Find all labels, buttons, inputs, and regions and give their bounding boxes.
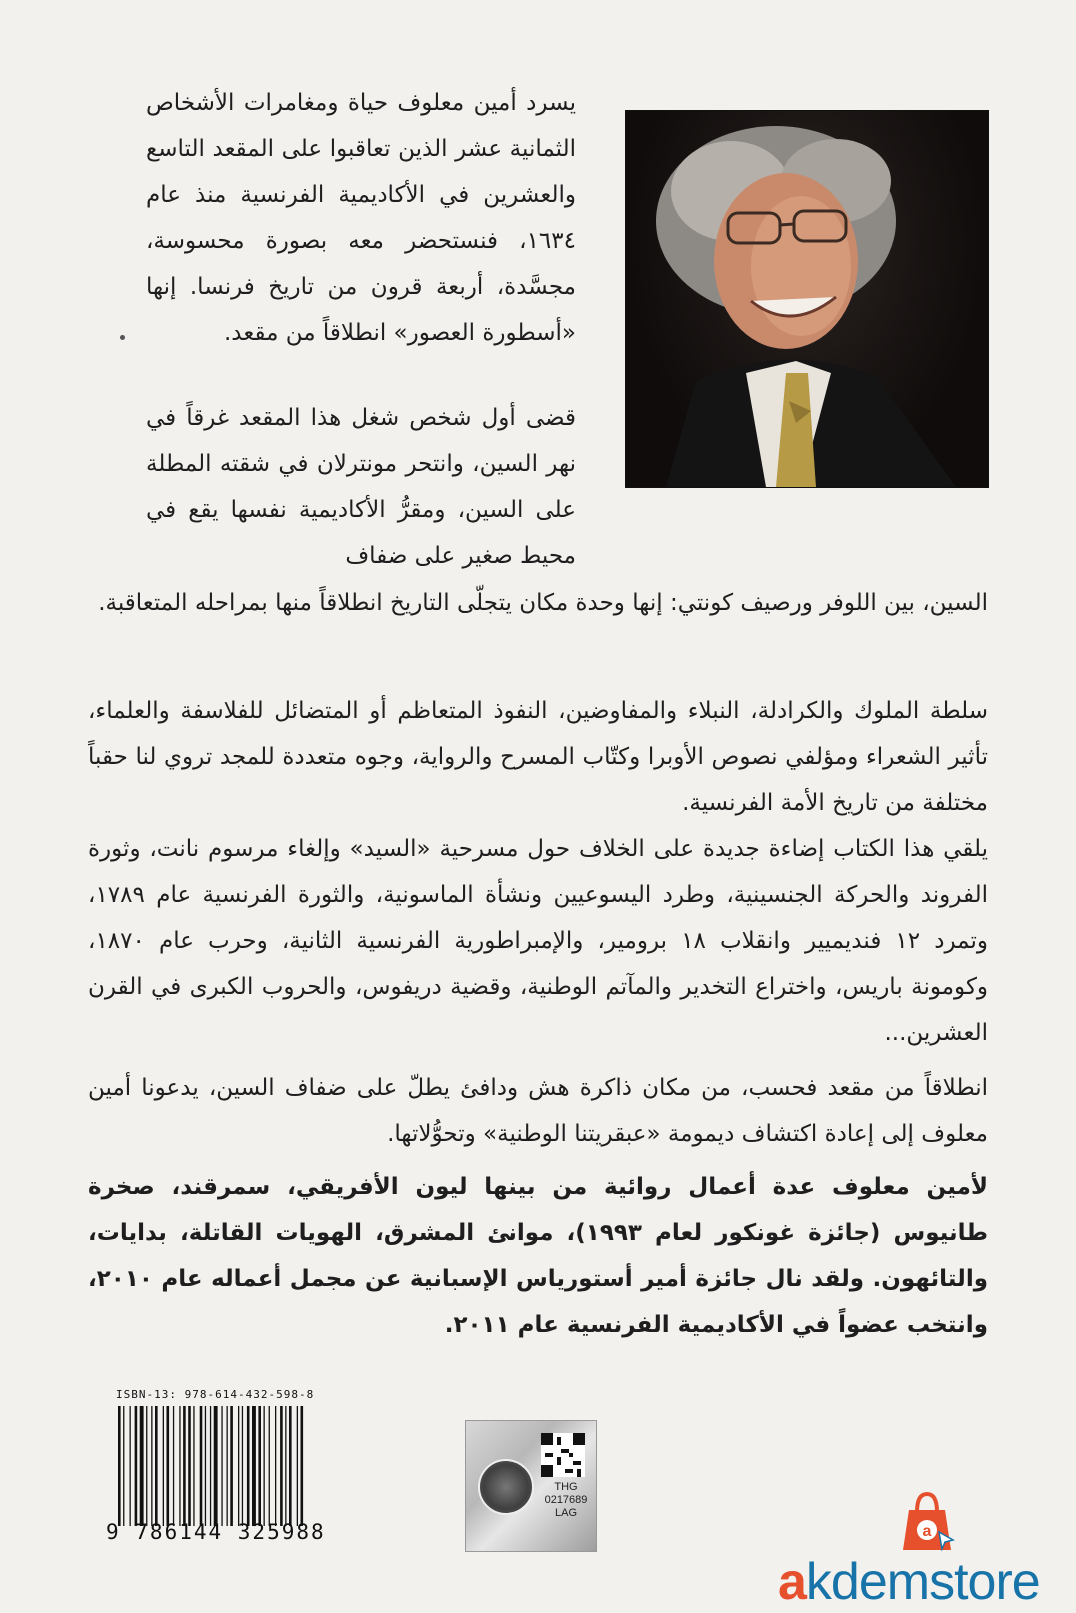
sticker-line-3: LAG xyxy=(554,1507,577,1519)
sticker-code xyxy=(538,1481,594,1520)
barcode-bars xyxy=(116,1406,360,1526)
isbn-label: ISBN-13: 978-614-432-598-8 xyxy=(116,1388,315,1401)
paragraph-2-wide: السين، بين اللوفر ورصيف كونتي: إنها وحدة مكان يتجلّى التاريخ انطلاقاً منها بمراحله المتعاقبة. xyxy=(98,590,988,616)
author-photo xyxy=(625,110,989,488)
paragraph-4: يلقي هذا الكتاب إضاءة جديدة على الخلاف حول مسرحية «السيد» وإلغاء مرسوم نانت، وثورة الفروند والحركة الجنسينية، وطرد اليسوعيين ونشأة الماسونية، والثورة الفرنسية عام ١٧٨٩، وتمرد ١٢ فنديميير وانقلاب ١٨ برومير، والإمبراطورية الفرنسية الثانية، وحرب عام ١٨٧٠، وكومونة باريس، واختراع التخدير والمآتم الوطنية، وقضية دريفوس، والحروب الكبرى في القرن العشرين... xyxy=(88,836,988,1046)
paragraph-5: انطلاقاً من مقعد فحسب، من مكان ذاكرة هش ودافئ يطلّ على ضفاف السين، يدعونا أمين معلوف إلى إعادة اكتشاف ديمومة «عبقريتنا الوطنية» وتحوُّلاتها. xyxy=(88,1075,988,1147)
store-logo-name: kdemstore xyxy=(805,1553,1040,1611)
ean-digits: 9 786144 325988 xyxy=(106,1520,326,1544)
hologram-seal-icon xyxy=(478,1459,534,1515)
isbn-barcode xyxy=(106,1388,360,1548)
store-logo xyxy=(778,1552,1068,1612)
svg-text:a: a xyxy=(922,1523,932,1540)
sticker-line-2: 0217689 xyxy=(544,1494,588,1506)
paragraph-2-narrow: قضى أول شخص شغل هذا المقعد غرقاً في نهر السين، وانتحر مونترلان في شقته المطلة على السين، ومقرُّ الأكاديمية نفسها يقع في محيط صغير على ضفاف xyxy=(146,405,576,569)
paragraph-1: يسرد أمين معلوف حياة ومغامرات الأشخاص الثمانية عشر الذين تعاقبوا على المقعد التاسع والعشرين في الأكاديمية الفرنسية منذ عام ١٦٣٤، فنستحضر معه بصورة محسوسة، مجسَّدة، أربعة قرون من تاريخ فرنسا. إنها «أسطورة العصور» انطلاقاً من مقعد. xyxy=(146,90,576,346)
author-bio: لأمين معلوف عدة أعمال روائية من بينها ليون الأفريقي، سمرقند، صخرة طانيوس (جائزة غونكور لعام ١٩٩٣)، موانئ المشرق، الهويات القاتلة، بدايات، والتائهون. ولقد نال جائزة أمير أستورياس الإسبانية عن مجمل أعماله عام ٢٠١٠، وانتخب عضواً في الأكاديمية الفرنسية عام ٢٠١١. xyxy=(88,1174,988,1338)
qr-code-icon xyxy=(541,1433,585,1477)
store-logo-letter: a xyxy=(778,1553,806,1611)
hologram-sticker xyxy=(465,1420,597,1552)
shopping-bag-logo-icon xyxy=(895,1488,959,1552)
sticker-line-1: THG xyxy=(554,1481,578,1493)
paragraph-3: سلطة الملوك والكرادلة، النبلاء والمفاوضين، النفوذ المتعاظم أو المتضائل للفلاسفة والعلماء، تأثير الشعراء ومؤلفي نصوص الأوبرا وكتّاب المسرح والرواية، وجوه متعددة للمجد تروي لنا حقباً مختلفة من تاريخ الأمة الفرنسية. xyxy=(88,698,988,816)
stray-dot xyxy=(120,335,125,340)
author-portrait-image xyxy=(626,111,988,487)
